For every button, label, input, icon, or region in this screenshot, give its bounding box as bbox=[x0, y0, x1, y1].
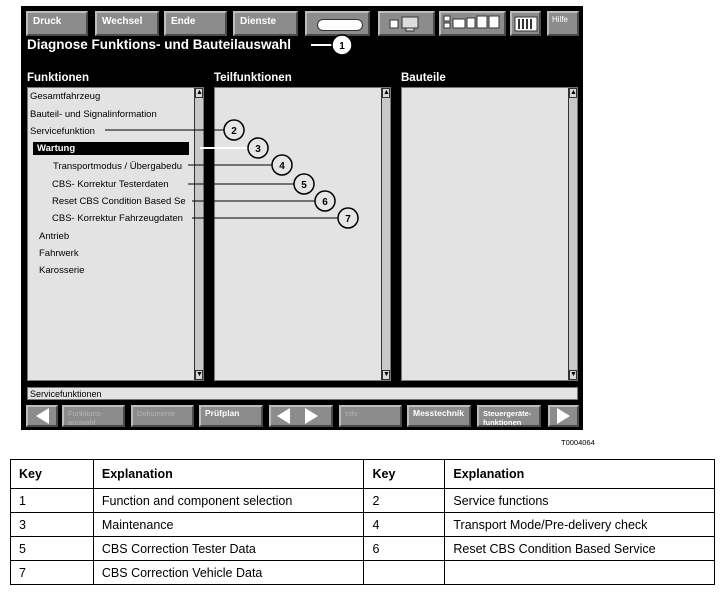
key-cell: 3 bbox=[11, 513, 94, 537]
header-key: Key bbox=[11, 460, 94, 489]
explanation-cell bbox=[445, 561, 715, 585]
callout-4 bbox=[272, 155, 292, 175]
table-row bbox=[11, 513, 715, 537]
status-bar: Servicefunktionen bbox=[27, 387, 578, 400]
list-item-reset-cbs[interactable]: Reset CBS Condition Based Se bbox=[52, 196, 186, 207]
list-item-cbs-testerdaten[interactable]: CBS- Korrektur Testerdaten bbox=[52, 179, 169, 190]
key-cell: 5 bbox=[11, 537, 94, 561]
explanation-cell: Transport Mode/Pre-delivery check bbox=[445, 513, 715, 537]
explanation-cell: Function and component selection bbox=[93, 489, 364, 513]
explanation-cell: Maintenance bbox=[93, 513, 364, 537]
svg-text:5: 5 bbox=[301, 180, 307, 191]
subfunctions-column-header: Teilfunktionen bbox=[214, 72, 292, 84]
figure-id: T0004064 bbox=[561, 438, 595, 447]
ecu-functions-button[interactable]: Steuergeräte- funktionen bbox=[477, 405, 541, 427]
key-table bbox=[10, 459, 715, 585]
key-cell: 6 bbox=[364, 537, 445, 561]
key-cell: 1 bbox=[11, 489, 94, 513]
scroll-up-icon[interactable]: ▲ bbox=[196, 89, 203, 96]
svg-text:3: 3 bbox=[255, 144, 261, 155]
measuring-button[interactable]: Messtechnik bbox=[407, 405, 471, 427]
list-item-bauteil-signalinformation[interactable]: Bauteil- und Signalinformation bbox=[30, 109, 157, 120]
change-button[interactable]: Wechsel bbox=[95, 11, 159, 36]
key-cell: 7 bbox=[11, 561, 94, 585]
list-item-antrieb[interactable]: Antrieb bbox=[39, 231, 70, 242]
page-title: Diagnose Funktions- und Bauteilauswahl bbox=[27, 37, 292, 52]
table-row bbox=[11, 489, 715, 513]
list-item-karosserie[interactable]: Karosserie bbox=[39, 265, 85, 276]
list-item-fahrwerk[interactable]: Fahrwerk bbox=[39, 248, 79, 259]
key-cell bbox=[364, 561, 445, 585]
svg-text:6: 6 bbox=[322, 197, 328, 208]
test-plan-button[interactable]: Prüfplan bbox=[199, 405, 263, 427]
key-cell: 4 bbox=[364, 513, 445, 537]
scroll-down-icon[interactable]: ▼ bbox=[383, 371, 390, 378]
list-item-wartung-selected[interactable]: Wartung bbox=[33, 142, 189, 155]
svg-text:4: 4 bbox=[279, 161, 285, 172]
list-item-cbs-fahrzeugdaten[interactable]: CBS- Korrektur Fahrzeugdaten bbox=[52, 213, 183, 224]
list-item-transportmodus[interactable]: Transportmodus / Übergabedu bbox=[53, 161, 183, 172]
callout-6 bbox=[315, 191, 335, 211]
callout-3 bbox=[248, 138, 268, 158]
callout-7 bbox=[338, 208, 358, 228]
svg-text:7: 7 bbox=[345, 214, 351, 225]
documents-button[interactable]: Dokumente bbox=[131, 405, 194, 427]
header-explanation: Explanation bbox=[445, 460, 715, 489]
print-button[interactable]: Druck bbox=[26, 11, 88, 36]
svg-text:1: 1 bbox=[339, 41, 345, 52]
info-button[interactable]: Info bbox=[339, 405, 402, 427]
list-item-gesamtfahrzeug[interactable]: Gesamtfahrzeug bbox=[30, 91, 101, 102]
callout-1 bbox=[332, 35, 352, 55]
components-column-header: Bauteile bbox=[401, 72, 446, 84]
key-cell: 2 bbox=[364, 489, 445, 513]
scroll-down-icon[interactable]: ▼ bbox=[570, 371, 577, 378]
scroll-up-icon[interactable]: ▲ bbox=[570, 89, 577, 96]
help-button[interactable]: Hilfe bbox=[547, 11, 579, 36]
function-select-button[interactable]: Funktions- auswahl bbox=[62, 405, 125, 427]
header-explanation: Explanation bbox=[93, 460, 364, 489]
explanation-cell: CBS Correction Vehicle Data bbox=[93, 561, 364, 585]
list-item-servicefunktion[interactable]: Servicefunktion bbox=[30, 126, 95, 137]
table-row bbox=[11, 561, 715, 585]
explanation-cell: Reset CBS Condition Based Service bbox=[445, 537, 715, 561]
end-button[interactable]: Ende bbox=[164, 11, 227, 36]
scroll-up-icon[interactable]: ▲ bbox=[383, 89, 390, 96]
svg-text:2: 2 bbox=[231, 126, 237, 137]
header-key: Key bbox=[364, 460, 445, 489]
callout-2 bbox=[224, 120, 244, 140]
table-row bbox=[11, 537, 715, 561]
functions-column-header: Funktionen bbox=[27, 72, 89, 84]
table-header-row bbox=[11, 460, 715, 489]
scroll-down-icon[interactable]: ▼ bbox=[196, 371, 203, 378]
explanation-cell: Service functions bbox=[445, 489, 715, 513]
callout-5 bbox=[294, 174, 314, 194]
explanation-cell: CBS Correction Tester Data bbox=[93, 537, 364, 561]
services-button[interactable]: Dienste bbox=[233, 11, 298, 36]
